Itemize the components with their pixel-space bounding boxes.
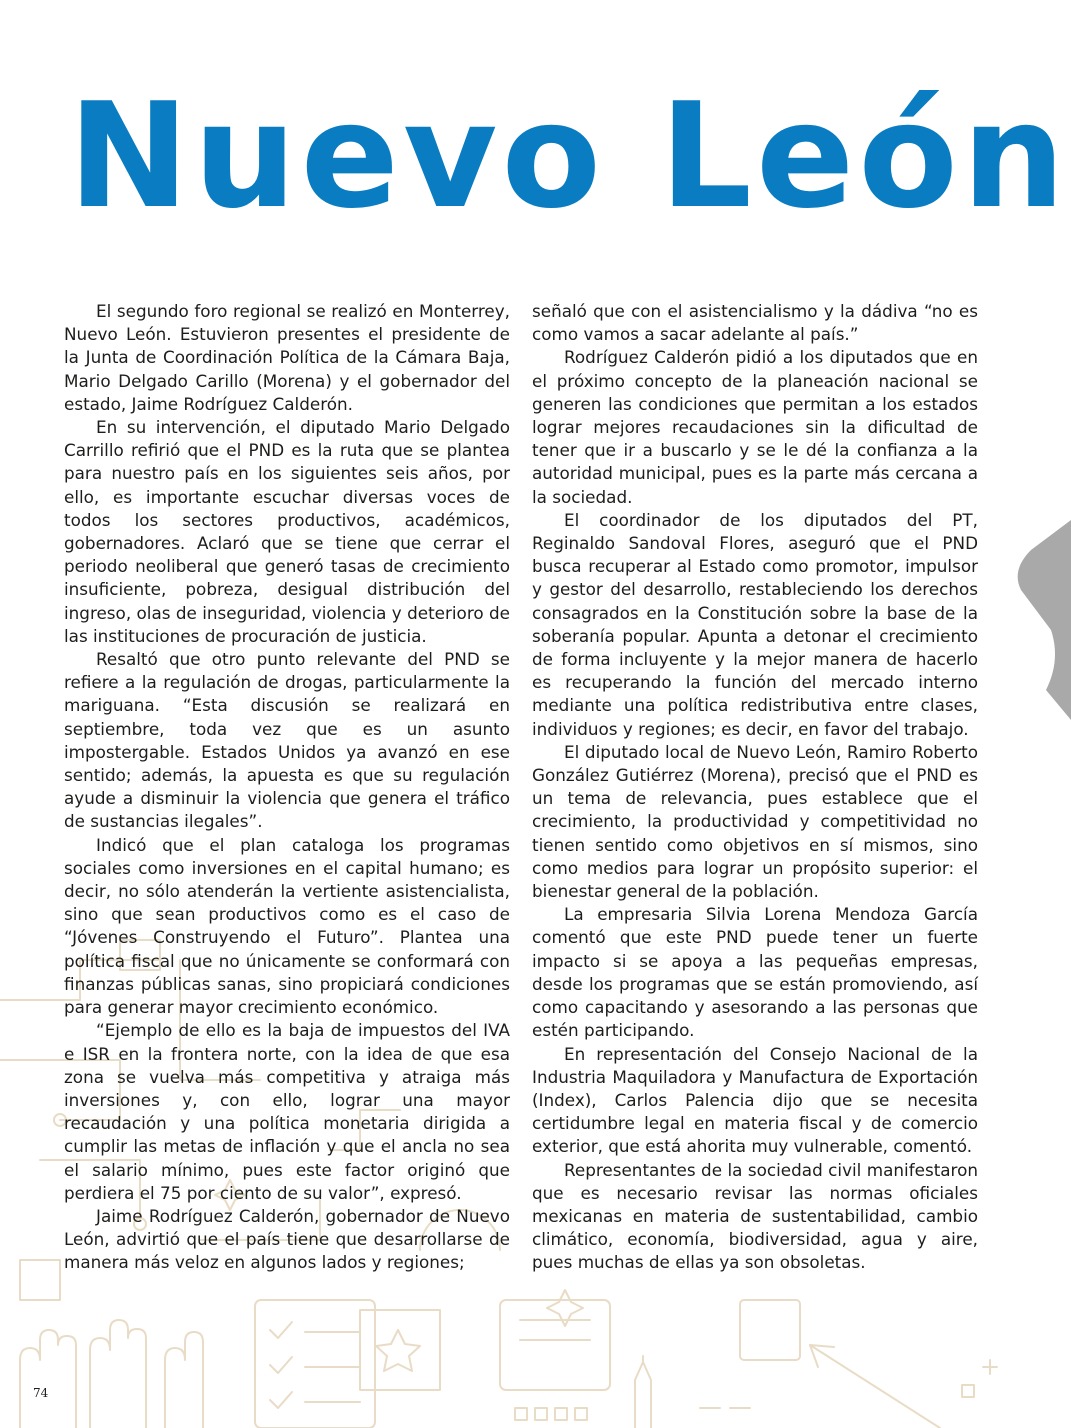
paragraph: La empresaria Silvia Lorena Mendoza García comentó que este PND puede tener un fuerte impacto si se apoya a las pequeñas empresas, desde los programas que se están promoviendo, así como capacitando y asesorando a las personas que estén participando. — [532, 904, 978, 1041]
paragraph: señaló que con el asistencialismo y la dádiva “no es como vamos a sacar adelante al país.” — [532, 301, 978, 345]
paragraph: Representantes de la sociedad civil manifestaron que es necesario revisar las normas oficiales mexicanas en materia de sustentabilidad, cambio climático, economía, biodiversidad, agua y aire, pues muchas de ellas ya son obsoletas. — [532, 1159, 978, 1273]
star-icon — [360, 1310, 440, 1390]
paragraph: Indicó que el plan cataloga los programas sociales como inversiones en el capital humano; es decir, no sólo atenderán la vertiente asistencialista, sino que sean productivos como es el caso de “Jóvenes Construyendo el Futuro”. Plantea una política fiscal que no únicamente se conformará con finanzas públicas sanas, sino propiciará condiciones para generar mayor crecimiento económico. — [64, 834, 510, 1018]
paragraph: Rodríguez Calderón pidió a los diputados que en el próximo concepto de la planeación nacional se generen las condiciones que permitan a los estados lograr mejores recaudaciones sin la dificultad de tener que ir a buscarlo y se le dé la confianza a la autoridad municipal, pues es la parte más cercana a la sociedad. — [532, 347, 978, 507]
pencil-icon — [635, 1356, 651, 1428]
paragraph: “Ejemplo de ello es la baja de impuestos del IVA e ISR en la frontera norte, con la idea de que esa zona se vuelva más competitiva y atraiga más inversiones y, con ello, lograr una mayor recaudación y una política monetaria dirigida a cumplir las metas de inflación y que el ancla no sea el salario mínimo, pues este factor originó que perdiera el 75 por ciento de su valor”, expresó. — [64, 1020, 510, 1203]
paragraph: El diputado local de Nuevo León, Ramiro Roberto González Gutiérrez (Morena), precisó que el PND es un tema de relevancia, pues establece que el crecimiento, la productividad y competitividad no tienen sentido como objetivos en sí mismos, sino como medios para lograr un propósito superior: el bienestar general de la población. — [532, 741, 978, 902]
paragraph: El coordinador de los diputados del PT, Reginaldo Sandoval Flores, aseguró que el PND busca recuperar al Estado como promotor, impulsor y gestor del desarrollo, restableciendo los derechos consagrados en la Constitución sobre la base de la soberanía popular. Apunta a detonar el crecimiento de forma incluyente y la mejor manera de hacerlo es recuperando la función del mercado interno mediante una política redistributiva entre clases, individuos y regiones; es decir, en favor del trabajo. — [532, 509, 978, 739]
paragraph: Jaime Rodríguez Calderón, gobernador de Nuevo León, advirtió que el país tiene que desarrollarse de manera más veloz en algunos lados y regiones; — [64, 1205, 510, 1273]
raised-hands-icon — [20, 1320, 203, 1428]
article-column-right — [532, 300, 978, 1275]
decorative-shape — [991, 520, 1071, 720]
paragraph: Resaltó que otro punto relevante del PND se refiere a la regulación de drogas, particularmente la mariguana. “Esta discusión se realizará en septiembre, toda vez que es un asunto impostergable. Estados Unidos ya avanzó en ese sentido; además, la apuesta es que su regulación ayude a disminuir la violencia que genera el tráfico de sustancias ilegales”. — [64, 649, 510, 832]
paragraph: En su intervención, el diputado Mario Delgado Carrillo refirió que el PND es la ruta que se plantea para nuestro país en los siguientes seis años, por ello, es importante escuchar diversas voces de todos los sectores productivos, académicos, gobernadores. Aclaró que se tiene que cerrar el periodo neoliberal que generó tasas de crecimiento insuficiente, pobreza, desigual distribución del ingreso, olas de inseguridad, violencia y deterioro de las instituciones de procuración de justicia. — [64, 417, 510, 646]
page-title: Nuevo León — [68, 72, 1070, 241]
checklist-icon — [255, 1300, 375, 1428]
paragraph: El segundo foro regional se realizó en Monterrey, Nuevo León. Estuvieron presentes el presidente de la Junta de Coordinación Política de la Cámara Baja, Mario Delgado Carillo (Morena) y el gobernador del estado, Jaime Rodríguez Calderón. — [64, 301, 510, 414]
paragraph: En representación del Consejo Nacional de la Industria Maquiladora y Manufactura de Exportación (Index), Carlos Palencia dijo que se necesita certidumbre legal en materia fiscal y de comercio exterior, que está ahorita muy vulnerable, comentó. — [532, 1043, 978, 1157]
arrow-icon — [810, 1345, 940, 1428]
page-number: 74 — [33, 1386, 49, 1400]
article-column-left — [64, 300, 510, 1275]
